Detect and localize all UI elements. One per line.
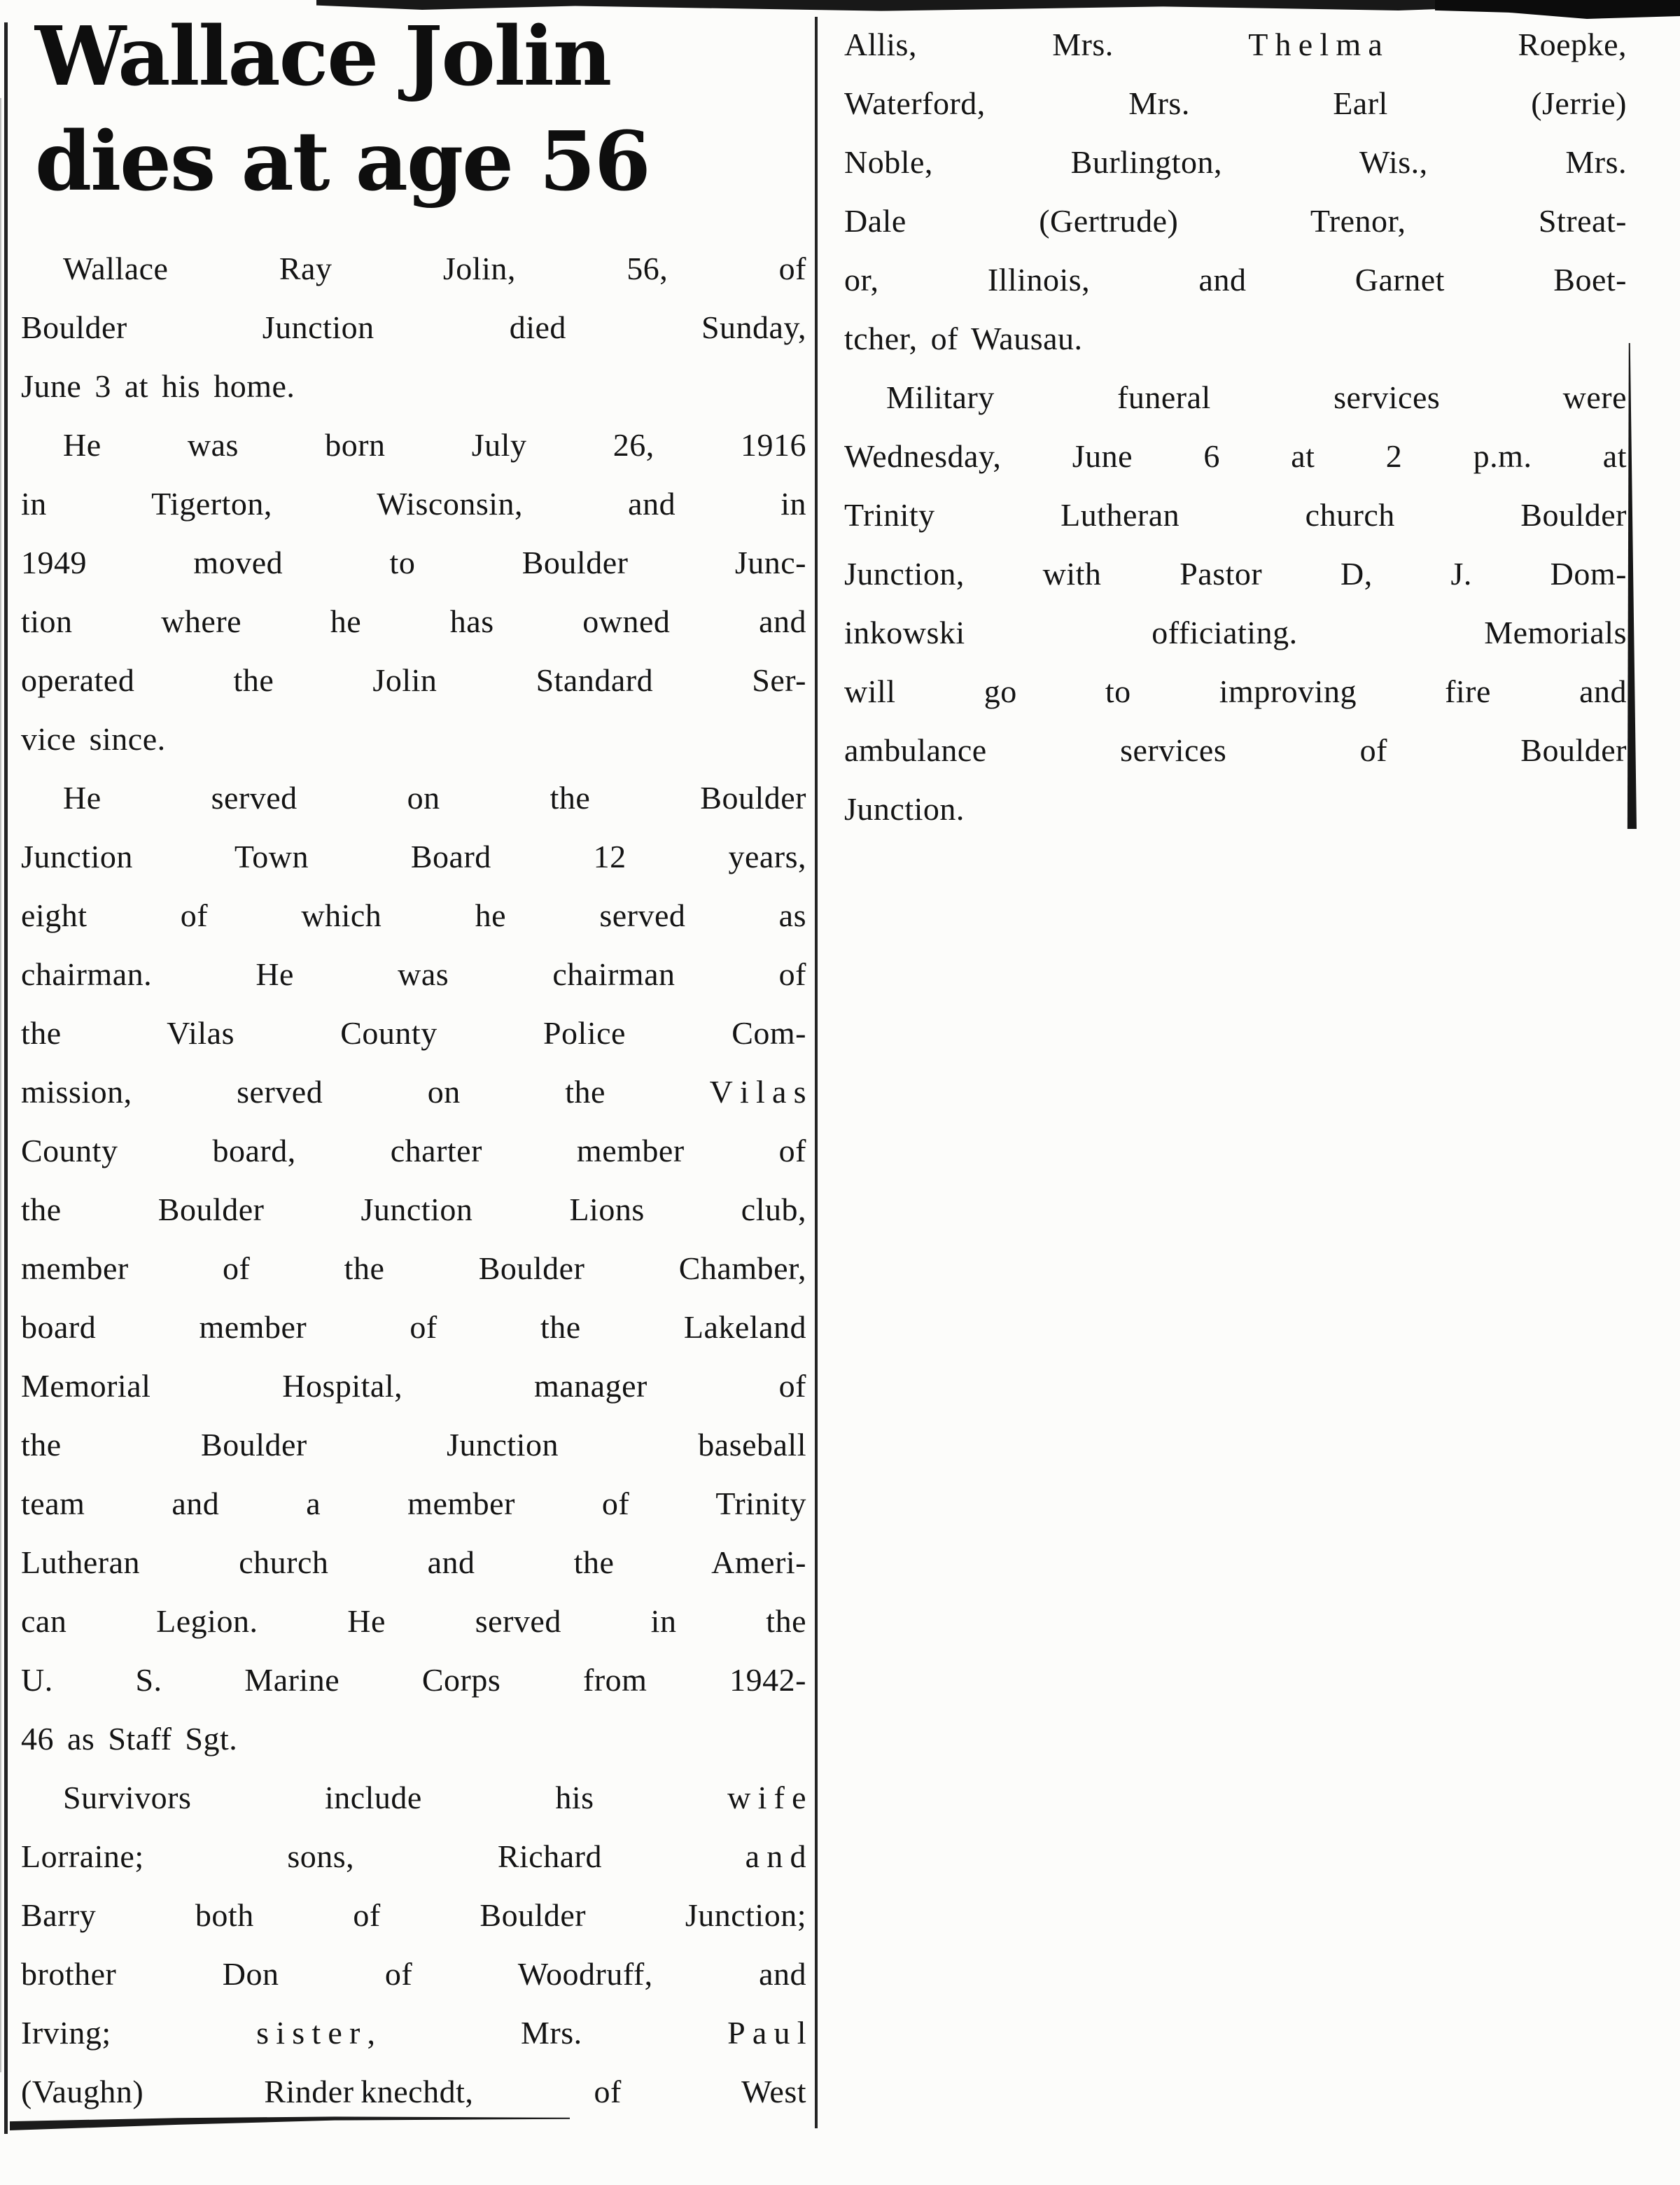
text-line: vice since. — [21, 721, 166, 757]
text-line: eight of which he served as — [21, 898, 806, 933]
column-right — [844, 15, 1627, 839]
text-line: tion where he has owned and — [21, 603, 806, 639]
headline-line-2: dies at age 56 — [35, 114, 650, 209]
paragraph — [844, 15, 1627, 368]
text-line: operated the Jolin Standard Ser- — [21, 662, 806, 698]
text-line: member of the Boulder Chamber, — [21, 1250, 806, 1286]
right-edge-rule — [1625, 343, 1637, 829]
text-line: June 3 at his home. — [21, 368, 295, 404]
text-line: Dale (Gertrude) Trenor, Streat- — [844, 203, 1627, 239]
text-line: Boulder Junction died Sunday, — [21, 309, 806, 345]
text-line: He served on the Boulder — [63, 780, 806, 816]
text-line: Wednesday, June 6 at 2 p.m. at — [844, 438, 1627, 474]
text-line: He was born July 26, 1916 — [63, 427, 806, 463]
left-edge-rule — [4, 22, 8, 2134]
text-line: Junction. — [844, 791, 965, 827]
text-line: ambulance services of Boulder — [844, 732, 1627, 768]
text-line: Trinity Lutheran church Boulder — [844, 497, 1627, 533]
text-line: Noble, Burlington, Wis., Mrs. — [844, 144, 1627, 180]
paragraph — [21, 769, 806, 1768]
text-line: Allis, Mrs. T h e l m a Roepke, — [844, 27, 1627, 62]
text-line: Military funeral services were — [886, 379, 1627, 415]
text-line: (Vaughn) Rinder knechdt, of West — [21, 2074, 806, 2109]
text-line: will go to improving fire and — [844, 673, 1627, 709]
text-line: Junction, with Pastor D, J. Dom- — [844, 556, 1627, 592]
text-line: 46 as Staff Sgt. — [21, 1721, 238, 1757]
text-line: or, Illinois, and Garnet Boet- — [844, 262, 1627, 298]
text-line: can Legion. He served in the — [21, 1603, 806, 1639]
text-line: brother Don of Woodruff, and — [21, 1956, 806, 1992]
text-line: Barry both of Boulder Junction; — [21, 1897, 806, 1933]
text-line: Irving; s i s t e r , Mrs. P a u l — [21, 2015, 806, 2051]
text-line: Memorial Hospital, manager of — [21, 1368, 806, 1404]
text-line: inkowski officiating. Memorials — [844, 615, 1627, 650]
column-divider-rule — [815, 17, 818, 2128]
text-line: Survivors include his w i f e — [63, 1780, 806, 1815]
text-line: Wallace Ray Jolin, 56, of — [63, 251, 806, 286]
text-line: the Boulder Junction baseball — [21, 1427, 806, 1463]
text-line: team and a member of Trinity — [21, 1486, 806, 1521]
text-line: board member of the Lakeland — [21, 1309, 806, 1345]
left-edge-faint-rule — [0, 98, 1, 2072]
paragraph — [21, 1768, 806, 2121]
paragraph — [21, 416, 806, 769]
paragraph — [844, 368, 1627, 839]
text-line: U. S. Marine Corps from 1942- — [21, 1662, 806, 1698]
headline-line-1: Wallace Jolin — [35, 9, 611, 104]
text-line: tcher, of Wausau. — [844, 321, 1083, 356]
text-line: Waterford, Mrs. Earl (Jerrie) — [844, 85, 1627, 121]
headline — [35, 4, 650, 214]
text-line: the Vilas County Police Com- — [21, 1015, 806, 1051]
text-line: Lorraine; sons, Richard a n d — [21, 1838, 806, 1874]
paragraph — [21, 239, 806, 416]
text-line: Junction Town Board 12 years, — [21, 839, 806, 874]
text-line: mission, served on the V i l a s — [21, 1074, 806, 1110]
text-line: Lutheran church and the Ameri- — [21, 1544, 806, 1580]
column-left — [21, 239, 806, 2121]
text-line: in Tigerton, Wisconsin, and in — [21, 486, 806, 522]
text-line: County board, charter member of — [21, 1133, 806, 1168]
text-line: 1949 moved to Boulder Junc- — [21, 545, 806, 580]
text-line: the Boulder Junction Lions club, — [21, 1192, 806, 1227]
text-line: chairman. He was chairman of — [21, 956, 806, 992]
